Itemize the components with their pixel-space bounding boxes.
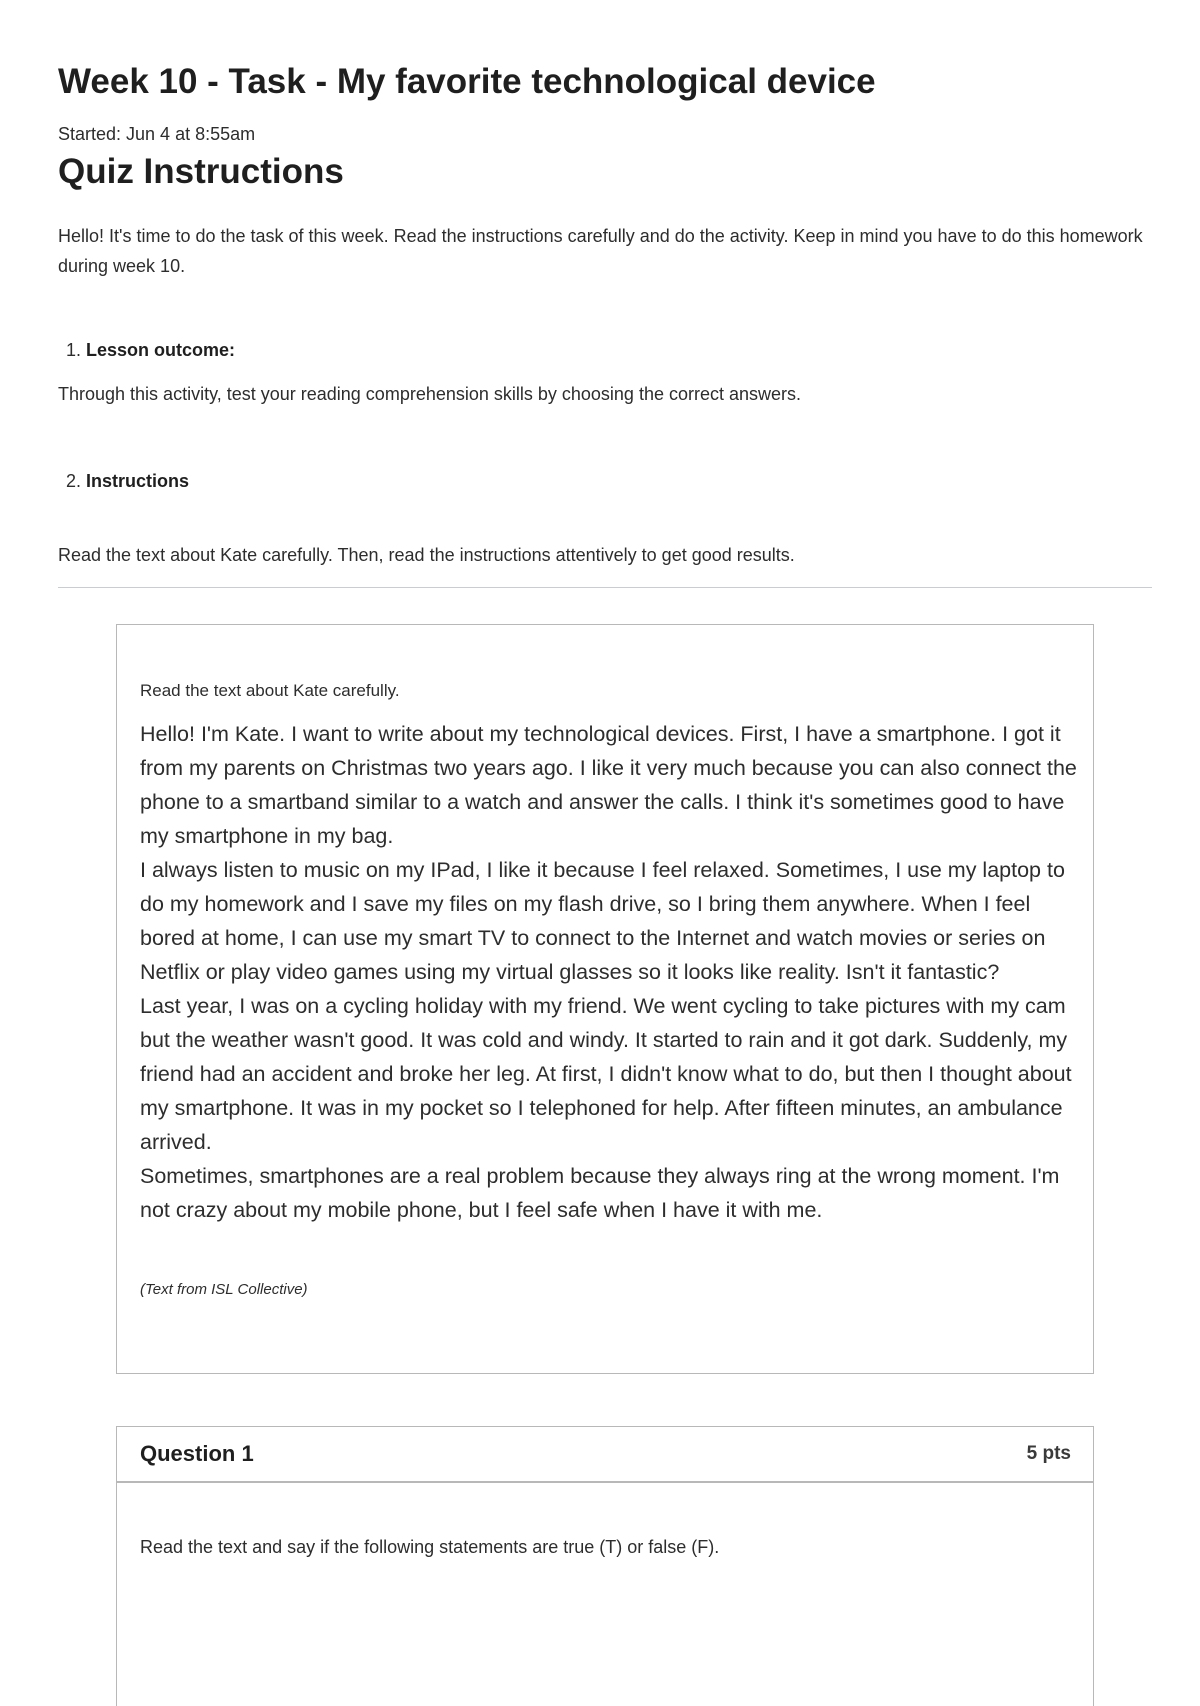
reading-paragraph: Sometimes, smartphones are a real problem because they always ring at the wrong moment. I'm not crazy about my mobile phone, but I feel safe when I have it with me. (140, 1164, 1060, 1222)
question-card (116, 1426, 1094, 1706)
section-title: Instructions (86, 471, 190, 491)
question-prompt: Read the text and say if the following statements are true (T) or false (F). (140, 1537, 720, 1557)
text-source-credit: (Text from ISL Collective) (140, 1281, 308, 1298)
divider (58, 587, 1152, 588)
section-instructions-text: Read the text about Kate carefully. Then, read the instructions attentively to get good results. (58, 545, 795, 565)
section-lesson-outcome-text: Through this activity, test your reading comprehension skills by choosing the correct answers. (58, 384, 802, 404)
reading-passage (140, 717, 1080, 1227)
section-title: Lesson outcome: (86, 340, 236, 360)
section-instructions-label (66, 471, 189, 492)
reading-passage-box (116, 624, 1094, 1374)
question-header (117, 1427, 1093, 1483)
section-lesson-outcome-label (66, 340, 235, 361)
section-number: 2. (66, 471, 82, 491)
started-timestamp: Started: Jun 4 at 8:55am (58, 124, 256, 144)
intro-text: Hello! It's time to do the task of this week. Read the instructions carefully and do the activity. Keep in mind you have to do this homework during week 10. (58, 226, 1143, 276)
quiz-title: Week 10 - Task - My favorite technological device (58, 62, 876, 101)
quiz-instructions-heading: Quiz Instructions (58, 152, 344, 191)
reading-paragraph: Last year, I was on a cycling holiday with my friend. We went cycling to take pictures with my cam but the weather wasn't good. It was cold and windy. It started to rain and it got dark. Suddenly, my friend had an accident and broke her leg. At first, I didn't know what to do, but then I thought about my smartphone. It was in my pocket so I telephoned for help. After fifteen minutes, an ambulance arrived. (140, 994, 1072, 1154)
reading-paragraph: I always listen to music on my IPad, I like it because I feel relaxed. Sometimes, I use my laptop to do my homework and I save my files on my flash drive, so I bring them anywhere. When I feel bored at home, I can use my smart TV to connect to the Internet and watch movies or series on Netflix or play video games using my virtual glasses so it looks like reality. Isn't it fantastic? (140, 858, 1065, 984)
reading-prompt: Read the text about Kate carefully. (140, 681, 400, 700)
reading-paragraph: Hello! I'm Kate. I want to write about my technological devices. First, I have a smartphone. I got it from my parents on Christmas two years ago. I like it very much because you can also connect the phone to a smartband similar to a watch and answer the calls. I think it's sometimes good to have my smartphone in my bag. (140, 722, 1077, 848)
section-number: 1. (66, 340, 82, 360)
question-title: Question 1 (140, 1441, 254, 1466)
question-points: 5 pts (1026, 1443, 1071, 1464)
